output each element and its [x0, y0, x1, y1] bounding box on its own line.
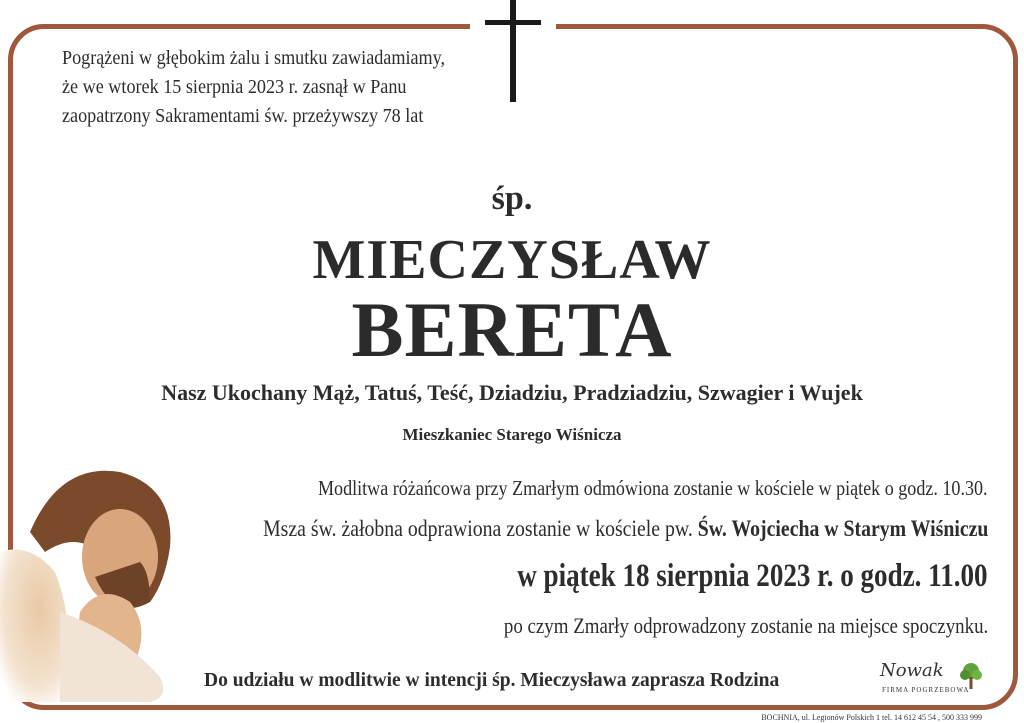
deceased-last-name: BERETA [351, 286, 673, 373]
logo-subtitle: FIRMA POGRZEBOWA [882, 686, 970, 694]
relations-line: Nasz Ukochany Mąż, Tatuś, Teść, Dziadziu, Pradziadziu, Szwagier i Wujek [161, 380, 863, 405]
residence-line: Mieszkaniec Starego Wiśnicza [402, 425, 622, 444]
funeral-home-logo [880, 660, 990, 704]
latin-cross-icon [485, 0, 541, 102]
intro-text [62, 44, 471, 131]
intro-line-1: Pogrążeni w głębokim żalu i smutku zawiadamiamy, [62, 48, 446, 69]
funeral-date-time: w piątek 18 sierpnia 2023 r. o godz. 11.00 [517, 558, 988, 594]
mass-church: Św. Wojciecha w Starym Wiśniczu [697, 516, 988, 541]
rosary-info: Modlitwa różańcowa przy Zmarłym odmówiona zostanie w kościele w piątek o godz. 10.30. [318, 476, 988, 500]
intro-line-2: że we wtorek 15 sierpnia 2023 r. zasnął w Panu [62, 77, 407, 98]
mass-info [263, 516, 988, 542]
burial-info: po czym Zmarły odprowadzony zostanie na miejsce spoczynku. [503, 613, 988, 638]
footer-address: BOCHNIA, ul. Legionów Polskich 1 tel. 14 612 45 54 , 500 333 999 [761, 713, 982, 722]
deceased-prefix: śp. [491, 180, 533, 217]
praying-jesus-image [0, 462, 180, 702]
invitation-line: Do udziału w modlitwie w intencji śp. Mieczysława zaprasza Rodzina [204, 670, 780, 691]
mass-info-prefix: Msza św. żałobna odprawiona zostanie w kościele pw. [262, 516, 693, 541]
deceased-first-name: MIECZYSŁAW [312, 229, 712, 291]
intro-line-3: zaopatrzony Sakramentami św. przeżywszy 78 lat [62, 106, 424, 127]
logo-name: Nowak [880, 660, 944, 681]
